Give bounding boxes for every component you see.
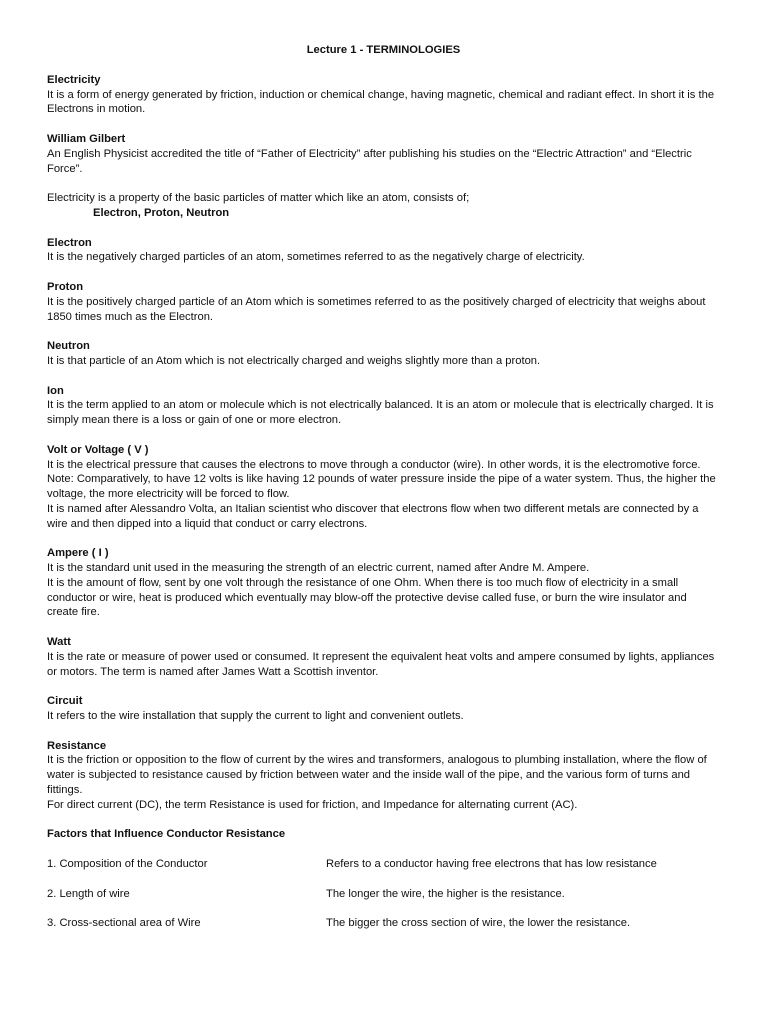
factor-label: 2. Length of wire: [47, 887, 130, 900]
factor-label: 3. Cross-sectional area of Wire: [47, 917, 201, 930]
particle-list: Electron, Proton, Neutron: [93, 206, 230, 219]
property-text: Electricity is a property of the basic particles of matter which like an atom, consists of;: [47, 192, 470, 205]
section-heading-watt: Watt: [47, 636, 71, 649]
document-title: Lecture 1 - TERMINOLOGIES: [306, 44, 461, 56]
section-text-william-gilbert: An English Physicist accredited the title of “Father of Electricity” after publishing his studies on the “Electric Attraction” and “Electric Force”.: [47, 147, 692, 175]
section-resistance: [47, 739, 720, 813]
section-heading-circuit: Circuit: [47, 695, 83, 708]
section-heading-william-gilbert: William Gilbert: [47, 132, 126, 145]
section-circuit: [47, 694, 720, 724]
section-heading-resistance: Resistance: [47, 739, 107, 752]
section-text-neutron: It is that particle of an Atom which is not electrically charged and weighs slightly more than a proton.: [47, 354, 541, 367]
section-text-proton: It is the positively charged particle of an Atom which is sometimes referred to as the positively charged of electricity that weighs about 1850 times much as the Electron.: [47, 295, 706, 323]
section-proton: [47, 280, 720, 324]
factor-description: Refers to a conductor having free electrons that has low resistance: [326, 858, 657, 871]
section-text-ampere-2: It is the amount of flow, sent by one volt through the resistance of one Ohm. When there is too much flow of electricity in a small conductor or wire, heat is produced which eventually may blow-off the protective devise called fuse, or burn the wire insulator and create fire.: [47, 576, 687, 619]
section-text-ampere-1: It is the standard unit used in the measuring the strength of an electric current, named after Andre M. Ampere.: [47, 562, 590, 575]
factor-description: The bigger the cross section of wire, the lower the resistance.: [326, 917, 631, 930]
section-ampere: [47, 546, 720, 620]
section-text-ion: It is the term applied to an atom or molecule which is not electrically balanced. It is an atom or molecule that is electrically charged. It is simply mean there is a loss or gain of one or more electron.: [47, 399, 714, 427]
section-heading-voltage: Volt or Voltage ( V ): [47, 443, 149, 456]
section-watt: [47, 635, 720, 679]
voltage-note: Note: Comparatively, to have 12 volts is like having 12 pounds of water pressure inside the pipe of a water system. Thus, the higher the voltage, the more electricity will be forced to flow.: [47, 473, 716, 501]
section-heading-ion: Ion: [47, 384, 64, 397]
section-text-electricity: It is a form of energy generated by friction, induction or chemical change, having magnetic, chemical and radiant effect. In short it is the Electrons in motion.: [47, 88, 715, 116]
section-text-electron: It is the negatively charged particles of an atom, sometimes referred to as the negatively charge of electricity.: [47, 251, 585, 264]
section-heading-neutron: Neutron: [47, 340, 90, 353]
section-neutron: [47, 339, 720, 369]
factor-row: [47, 916, 720, 931]
section-william-gilbert: [47, 132, 720, 176]
section-text-voltage: It is the electrical pressure that causes the electrons to move through a conductor (wire). In other words, it is the electromotive force.: [47, 458, 701, 471]
section-heading-ampere: Ampere ( I ): [47, 547, 109, 560]
section-electricity: [47, 73, 720, 117]
section-electron: [47, 236, 720, 266]
factor-row: [47, 857, 720, 872]
section-text-watt: It is the rate or measure of power used or consumed. It represent the equivalent heat volts and ampere consumed by lights, appliances or motors. The term is named after James Watt a Scottish inventor.: [47, 650, 715, 678]
section-voltage: [47, 443, 720, 532]
section-property: [47, 191, 720, 221]
section-factors: [47, 827, 720, 931]
voltage-named-after: It is named after Alessandro Volta, an Italian scientist who discover that electrons flow when two different metals are connected by a wire and then dipped into a liquid that conduct or carry electrons.: [47, 502, 699, 530]
factor-description: The longer the wire, the higher is the resistance.: [326, 887, 565, 900]
section-text-circuit: It refers to the wire installation that supply the current to light and convenient outlets.: [47, 710, 464, 723]
section-heading-proton: Proton: [47, 280, 84, 293]
section-heading-electricity: Electricity: [47, 73, 101, 86]
section-ion: [47, 384, 720, 428]
section-text-resistance-2: For direct current (DC), the term Resistance is used for friction, and Impedance for alternating current (AC).: [47, 798, 578, 811]
factor-label: 1. Composition of the Conductor: [47, 858, 208, 871]
section-heading-factors: Factors that Influence Conductor Resistance: [47, 828, 286, 841]
section-text-resistance-1: It is the friction or opposition to the flow of current by the wires and transformers, analogous to plumbing installation, where the flow of water is subjected to resistance caused by friction between water and the inside wall of the pipe, and the various form of turns and fittings.: [47, 754, 707, 797]
section-heading-electron: Electron: [47, 236, 92, 249]
factor-row: [47, 887, 720, 902]
